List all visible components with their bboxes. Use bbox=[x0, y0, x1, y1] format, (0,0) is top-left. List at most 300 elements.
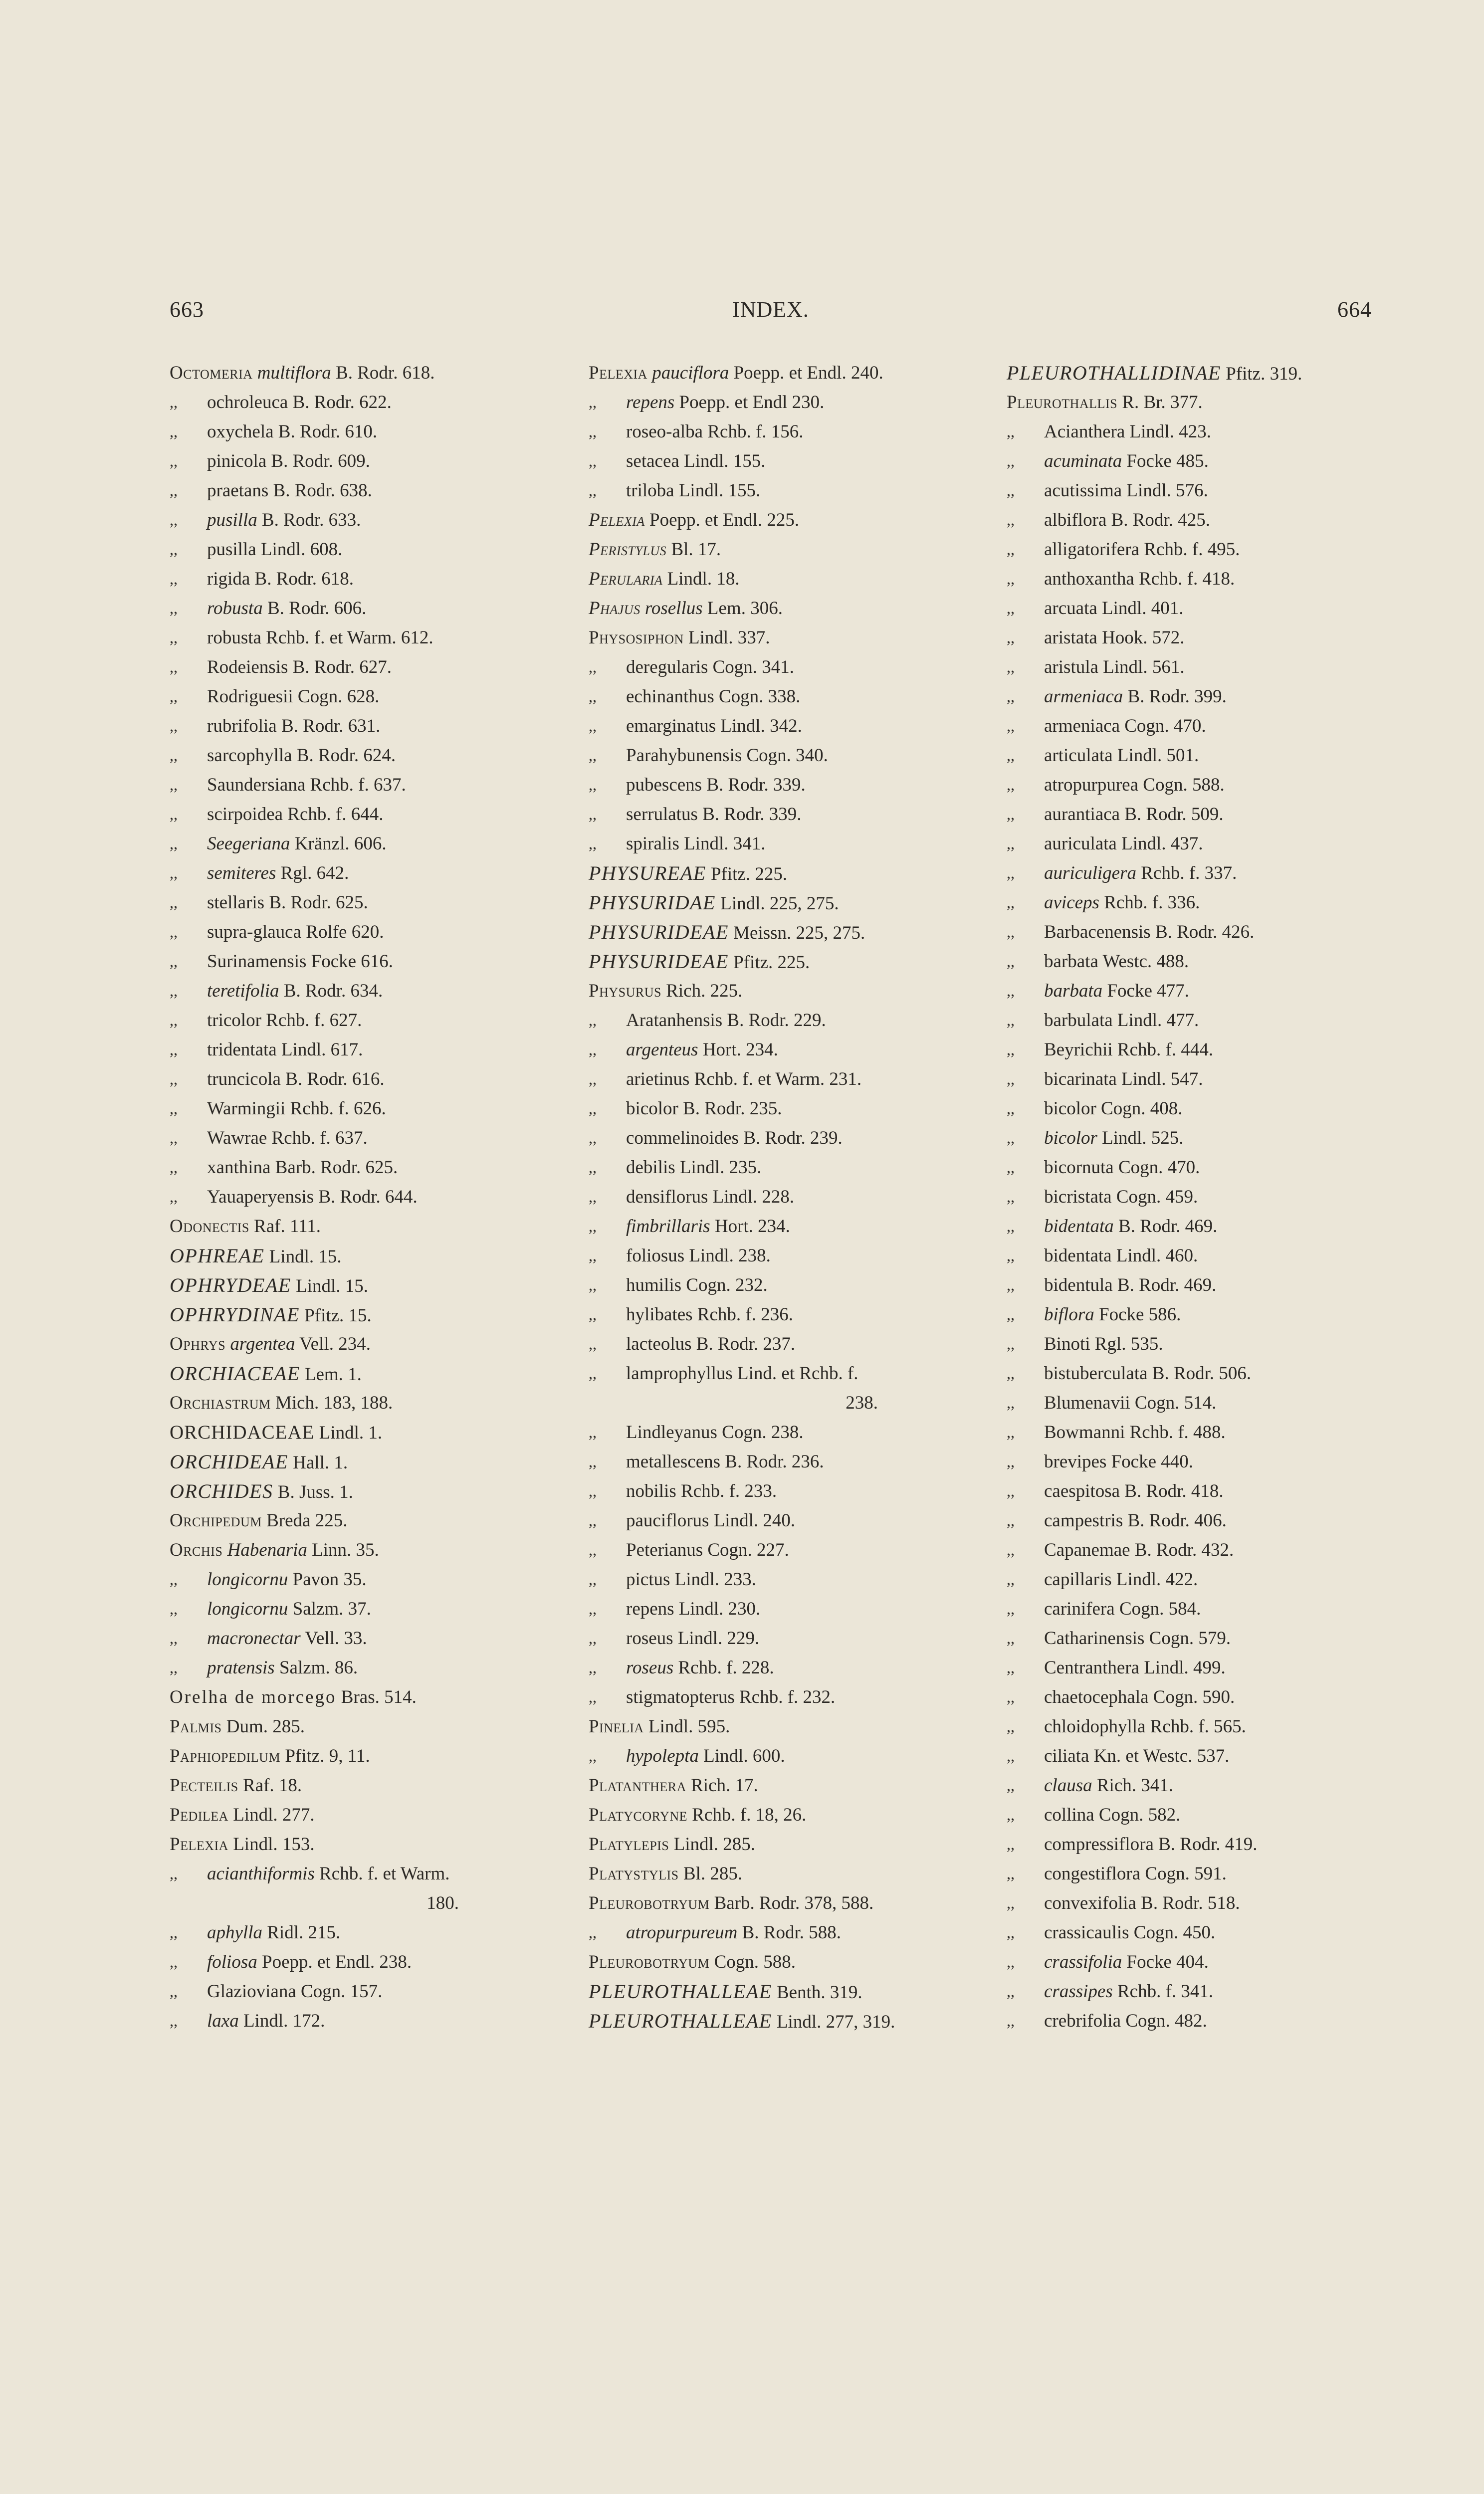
entry-text: praetans B. Rodr. 638. bbox=[207, 480, 372, 501]
index-entry bbox=[170, 1329, 579, 1359]
entry-text: PHYSURIDEAE bbox=[589, 921, 729, 943]
entry-text: Odonectis bbox=[170, 1216, 249, 1237]
ditto-mark: ,, bbox=[170, 570, 178, 588]
entry-text: pratensis bbox=[207, 1658, 275, 1678]
ditto-mark: ,, bbox=[589, 422, 597, 440]
ditto-mark: ,, bbox=[1007, 1629, 1015, 1647]
index-subentry bbox=[170, 476, 579, 505]
index-subentry bbox=[1007, 1447, 1421, 1476]
ditto-mark: ,, bbox=[589, 1364, 597, 1382]
index-entry bbox=[170, 358, 579, 388]
entry-text: Pfitz. 225. bbox=[706, 864, 788, 884]
index-subentry bbox=[170, 1859, 579, 1888]
index-subentry bbox=[1007, 947, 1421, 976]
index-entry bbox=[170, 1741, 579, 1771]
ditto-mark: ,, bbox=[170, 540, 178, 558]
ditto-mark: ,, bbox=[1007, 1070, 1015, 1088]
entry-text: serrulatus B. Rodr. 339. bbox=[626, 804, 802, 825]
entry-text: xanthina Barb. Rodr. 625. bbox=[207, 1157, 398, 1178]
ditto-mark: ,, bbox=[1007, 952, 1015, 970]
ditto-mark: ,, bbox=[170, 864, 178, 882]
ditto-mark: ,, bbox=[170, 1158, 178, 1176]
index-subentry bbox=[589, 682, 998, 711]
ditto-mark: ,, bbox=[1007, 1040, 1015, 1058]
entry-text: rigida B. Rodr. 618. bbox=[207, 569, 354, 589]
ditto-mark: ,, bbox=[1007, 776, 1015, 794]
ditto-mark: ,, bbox=[589, 1747, 597, 1765]
entry-text: Palmis bbox=[170, 1716, 222, 1737]
entry-text: Lindl. 172. bbox=[238, 2011, 325, 2031]
index-subentry bbox=[589, 1506, 998, 1535]
entry-text: teretifolia bbox=[207, 981, 279, 1001]
entry-text: stigmatopterus Rchb. f. 232. bbox=[626, 1687, 836, 1707]
entry-text: capillaris Lindl. 422. bbox=[1044, 1569, 1198, 1590]
entry-text: setacea Lindl. 155. bbox=[626, 451, 766, 471]
entry-text: Rich. 341. bbox=[1092, 1775, 1173, 1796]
entry-text: Orchis bbox=[170, 1540, 223, 1560]
entry-text: Focke 404. bbox=[1122, 1952, 1209, 1972]
entry-text: Habenaria bbox=[222, 1540, 307, 1560]
index-entry bbox=[589, 888, 998, 917]
index-entry bbox=[170, 1830, 579, 1859]
index-subentry bbox=[1007, 1800, 1421, 1830]
entry-text: bistuberculata B. Rodr. 506. bbox=[1044, 1363, 1252, 1384]
index-subentry bbox=[1007, 1270, 1421, 1300]
entry-text: crassipes bbox=[1044, 1981, 1113, 2002]
entry-text: Bowmanni Rchb. f. 488. bbox=[1044, 1422, 1226, 1443]
entry-text: alligatorifera Rchb. f. 495. bbox=[1044, 539, 1240, 560]
index-entry bbox=[170, 1418, 579, 1447]
ditto-mark: ,, bbox=[1007, 1776, 1015, 1794]
entry-text: Kränzl. 606. bbox=[290, 833, 387, 854]
index-entry bbox=[589, 1800, 998, 1830]
index-subentry bbox=[589, 711, 998, 741]
index-subentry bbox=[589, 1682, 998, 1712]
entry-text: Glazioviana Cogn. 157. bbox=[207, 1981, 383, 2002]
ditto-mark: ,, bbox=[1007, 1217, 1015, 1235]
entry-text: roseo-alba Rchb. f. 156. bbox=[626, 421, 804, 442]
index-subentry bbox=[1007, 1212, 1421, 1241]
entry-text: barbulata Lindl. 477. bbox=[1044, 1010, 1199, 1031]
entry-text: nobilis Rchb. f. 233. bbox=[626, 1481, 777, 1501]
entry-text: bicolor B. Rodr. 235. bbox=[626, 1098, 782, 1119]
entry-text: Rchb. f. 341. bbox=[1112, 1981, 1214, 2002]
entry-text: Vell. 33. bbox=[300, 1628, 367, 1649]
entry-text: Pelexia bbox=[589, 363, 647, 383]
entry-text: debilis Lindl. 235. bbox=[626, 1157, 762, 1178]
entry-text: commelinoides B. Rodr. 239. bbox=[626, 1128, 843, 1148]
ditto-mark: ,, bbox=[1007, 1865, 1015, 1882]
entry-text: Platystylis bbox=[589, 1864, 679, 1884]
index-subentry bbox=[1007, 1182, 1421, 1212]
index-entry bbox=[589, 358, 998, 388]
ditto-mark: ,, bbox=[1007, 1011, 1015, 1029]
entry-text: bidentata bbox=[1044, 1216, 1114, 1237]
entry-text: pauciflora bbox=[647, 363, 729, 383]
index-subentry bbox=[170, 682, 579, 711]
entry-text: Meissn. 225, 275. bbox=[728, 923, 865, 943]
index-subentry bbox=[1007, 1947, 1421, 1977]
ditto-mark: ,, bbox=[589, 776, 597, 794]
entry-text: Orchiastrum bbox=[170, 1393, 271, 1413]
ditto-mark: ,, bbox=[170, 599, 178, 617]
index-entry bbox=[170, 1800, 579, 1830]
index-subentry bbox=[589, 1447, 998, 1476]
entry-text: 180. bbox=[426, 1893, 459, 1913]
index-subentry bbox=[1007, 888, 1421, 917]
ditto-mark: ,, bbox=[589, 658, 597, 676]
entry-text: ochroleuca B. Rodr. 622. bbox=[207, 392, 392, 413]
ditto-mark: ,, bbox=[589, 717, 597, 735]
entry-text: Platycoryne bbox=[589, 1805, 687, 1825]
entry-text: Centranthera Lindl. 499. bbox=[1044, 1658, 1226, 1678]
entry-text: OPHRYDINAE bbox=[170, 1303, 300, 1326]
index-subentry bbox=[170, 888, 579, 917]
index-entry bbox=[589, 1859, 998, 1888]
index-entry bbox=[1007, 358, 1421, 388]
entry-text: compressiflora B. Rodr. 419. bbox=[1044, 1834, 1258, 1855]
entry-text: pictus Lindl. 233. bbox=[626, 1569, 757, 1590]
ditto-mark: ,, bbox=[1007, 746, 1015, 764]
entry-text: argentea bbox=[225, 1334, 295, 1354]
index-subentry bbox=[170, 711, 579, 741]
index-subentry bbox=[589, 1153, 998, 1182]
index-subentry bbox=[1007, 1624, 1421, 1653]
entry-text: barbata Westc. 488. bbox=[1044, 951, 1189, 972]
ditto-mark: ,, bbox=[170, 1011, 178, 1029]
entry-text: bicarinata Lindl. 547. bbox=[1044, 1069, 1203, 1089]
entry-text: Rchb. f. 336. bbox=[1099, 892, 1200, 913]
ditto-mark: ,, bbox=[1007, 1806, 1015, 1824]
entry-text: Orchipedum bbox=[170, 1510, 262, 1531]
entry-text: roseus Lindl. 229. bbox=[626, 1628, 760, 1649]
entry-text: Rchb. f. 228. bbox=[673, 1658, 774, 1678]
entry-text: Focke 586. bbox=[1094, 1304, 1181, 1325]
ditto-mark: ,, bbox=[589, 687, 597, 705]
entry-text: Peristylus bbox=[589, 539, 667, 560]
index-subentry bbox=[1007, 564, 1421, 594]
ditto-mark: ,, bbox=[1007, 982, 1015, 1000]
index-column-3 bbox=[1007, 358, 1421, 2036]
ditto-mark: ,, bbox=[170, 1188, 178, 1206]
ditto-mark: ,, bbox=[1007, 1541, 1015, 1559]
entry-text: Pinelia bbox=[589, 1716, 644, 1737]
ditto-mark: ,, bbox=[170, 923, 178, 941]
index-subentry bbox=[1007, 829, 1421, 858]
ditto-mark: ,, bbox=[1007, 1453, 1015, 1470]
ditto-mark: ,, bbox=[589, 1011, 597, 1029]
index-entry bbox=[589, 1830, 998, 1859]
entry-text: Lindl. 277. bbox=[228, 1805, 315, 1825]
ditto-mark: ,, bbox=[1007, 481, 1015, 499]
entry-text: Pfitz. 225. bbox=[728, 952, 810, 973]
entry-text: Perularia bbox=[589, 569, 663, 589]
entry-text: hypolepta bbox=[626, 1746, 699, 1766]
entry-text: Pfitz. 9, 11. bbox=[280, 1746, 370, 1766]
entry-text: Acianthera Lindl. 423. bbox=[1044, 421, 1211, 442]
index-subentry bbox=[1007, 1918, 1421, 1947]
entry-text: Poepp. et Endl 230. bbox=[674, 392, 825, 413]
index-subentry bbox=[589, 1094, 998, 1123]
ditto-mark: ,, bbox=[589, 1276, 597, 1294]
entry-text: scirpoidea Rchb. f. 644. bbox=[207, 804, 384, 825]
ditto-mark: ,, bbox=[170, 481, 178, 499]
entry-text: auriculigera bbox=[1044, 863, 1136, 883]
ditto-mark: ,, bbox=[589, 393, 597, 411]
index-subentry bbox=[589, 1594, 998, 1624]
index-subentry bbox=[1007, 800, 1421, 829]
ditto-mark: ,, bbox=[589, 1423, 597, 1441]
ditto-mark: ,, bbox=[589, 1247, 597, 1264]
entry-text: Mich. 183, 188. bbox=[270, 1393, 393, 1413]
ditto-mark: ,, bbox=[1007, 1659, 1015, 1676]
ditto-mark: ,, bbox=[1007, 1188, 1015, 1206]
entry-text: chaetocephala Cogn. 590. bbox=[1044, 1687, 1235, 1707]
entry-text: laxa bbox=[207, 2011, 239, 2031]
index-subentry bbox=[170, 1123, 579, 1153]
entry-text: supra-glauca Rolfe 620. bbox=[207, 922, 384, 942]
index-subentry bbox=[1007, 1241, 1421, 1270]
ditto-mark: ,, bbox=[1007, 1423, 1015, 1441]
entry-text: truncicola B. Rodr. 616. bbox=[207, 1069, 385, 1089]
index-subentry bbox=[1007, 682, 1421, 711]
index-subentry bbox=[1007, 1859, 1421, 1888]
ditto-mark: ,, bbox=[1007, 1982, 1015, 2000]
entry-text: Lem. 1. bbox=[300, 1364, 362, 1385]
ditto-mark: ,, bbox=[1007, 1570, 1015, 1588]
entry-text: convexifolia B. Rodr. 518. bbox=[1044, 1893, 1240, 1913]
entry-text: pinicola B. Rodr. 609. bbox=[207, 451, 370, 471]
index-subentry bbox=[1007, 1064, 1421, 1094]
ditto-mark: ,, bbox=[589, 1335, 597, 1353]
entry-text: anthoxantha Rchb. f. 418. bbox=[1044, 569, 1235, 589]
ditto-mark: ,, bbox=[170, 1570, 178, 1588]
entry-text: caespitosa B. Rodr. 418. bbox=[1044, 1481, 1224, 1501]
index-subentry bbox=[589, 1300, 998, 1329]
index-subentry bbox=[170, 1918, 579, 1947]
entry-text: Pecteilis bbox=[170, 1775, 238, 1796]
index-subentry bbox=[589, 1182, 998, 1212]
index-entry bbox=[589, 858, 998, 888]
ditto-mark: ,, bbox=[1007, 1158, 1015, 1176]
ditto-mark: ,, bbox=[170, 422, 178, 440]
index-entry bbox=[170, 1771, 579, 1800]
ditto-mark: ,, bbox=[1007, 540, 1015, 558]
entry-text: OPHRYDEAE bbox=[170, 1274, 291, 1296]
ditto-mark: ,, bbox=[170, 452, 178, 470]
index-subentry bbox=[589, 1535, 998, 1565]
entry-text: pubescens B. Rodr. 339. bbox=[626, 775, 806, 795]
index-entry bbox=[170, 1241, 579, 1270]
entry-text: acuminata bbox=[1044, 451, 1122, 471]
entry-text: campestris B. Rodr. 406. bbox=[1044, 1510, 1227, 1531]
index-subentry bbox=[1007, 1388, 1421, 1418]
entry-text: Salzm. 37. bbox=[288, 1599, 371, 1619]
index-subentry bbox=[170, 1565, 579, 1594]
index-subentry bbox=[1007, 1359, 1421, 1388]
ditto-mark: ,, bbox=[170, 393, 178, 411]
ditto-mark: ,, bbox=[1007, 1835, 1015, 1853]
entry-text: biflora bbox=[1044, 1304, 1094, 1325]
ditto-mark: ,, bbox=[170, 511, 178, 529]
entry-text: pusilla Lindl. 608. bbox=[207, 539, 343, 560]
index-subentry bbox=[170, 564, 579, 594]
ditto-mark: ,, bbox=[1007, 1129, 1015, 1147]
entry-text: Barb. Rodr. 378, 588. bbox=[709, 1893, 874, 1913]
entry-text: semiteres bbox=[207, 863, 276, 883]
entry-text: robusta bbox=[207, 598, 263, 619]
index-entry bbox=[589, 1712, 998, 1741]
entry-text: Lindl. 525. bbox=[1097, 1128, 1184, 1148]
ditto-mark: ,, bbox=[589, 834, 597, 852]
index-subentry bbox=[1007, 417, 1421, 446]
entry-text: aristata Hook. 572. bbox=[1044, 627, 1185, 648]
entry-text: Rodriguesii Cogn. 628. bbox=[207, 686, 380, 707]
entry-text: auriculata Lindl. 437. bbox=[1044, 833, 1203, 854]
entry-text: repens Lindl. 230. bbox=[626, 1599, 761, 1619]
entry-text: PLEUROTHALLEAE bbox=[589, 1980, 772, 2003]
entry-text: multiflora bbox=[252, 363, 331, 383]
entry-text: spiralis Lindl. 341. bbox=[626, 833, 766, 854]
ditto-mark: ,, bbox=[1007, 1099, 1015, 1117]
ditto-mark: ,, bbox=[170, 1659, 178, 1676]
index-entry bbox=[589, 917, 998, 947]
index-subentry bbox=[1007, 1535, 1421, 1565]
index-subentry bbox=[589, 1329, 998, 1359]
index-entry bbox=[170, 1506, 579, 1535]
index-subentry bbox=[170, 1035, 579, 1064]
entry-text: aurantiaca B. Rodr. 509. bbox=[1044, 804, 1224, 825]
index-subentry bbox=[589, 1123, 998, 1153]
entry-text: oxychela B. Rodr. 610. bbox=[207, 421, 378, 442]
entry-text: aviceps bbox=[1044, 892, 1099, 913]
entry-text: Lindl. 337. bbox=[683, 627, 770, 648]
entry-text: Bl. 285. bbox=[678, 1864, 743, 1884]
entry-text: clausa bbox=[1044, 1775, 1092, 1796]
entry-text: Pedilea bbox=[170, 1805, 228, 1825]
entry-text: bidentata Lindl. 460. bbox=[1044, 1246, 1198, 1266]
entry-text: foliosus Lindl. 238. bbox=[626, 1246, 771, 1266]
entry-text: rubrifolia B. Rodr. 631. bbox=[207, 716, 381, 736]
entry-text: Pleurobotryum bbox=[589, 1952, 710, 1972]
entry-text: Pleurothallis bbox=[1007, 392, 1118, 413]
entry-text: ORCHIDES bbox=[170, 1480, 273, 1502]
entry-text: Bl. 17. bbox=[666, 539, 721, 560]
entry-text: Lindleyanus Cogn. 238. bbox=[626, 1422, 804, 1443]
ditto-mark: ,, bbox=[589, 746, 597, 764]
entry-text: humilis Cogn. 232. bbox=[626, 1275, 768, 1295]
index-subentry bbox=[170, 1977, 579, 2006]
index-subentry bbox=[1007, 1682, 1421, 1712]
entry-text: PHYSURIDEAE bbox=[589, 950, 729, 973]
entry-text: Dum. 285. bbox=[221, 1716, 305, 1737]
index-entry bbox=[170, 1388, 579, 1418]
entry-text: Pavon 35. bbox=[288, 1569, 367, 1590]
index-subentry bbox=[1007, 1741, 1421, 1771]
entry-text: Lem. 306. bbox=[702, 598, 783, 619]
entry-text: Lindl. 285. bbox=[669, 1834, 756, 1855]
ditto-mark: ,, bbox=[170, 1953, 178, 1971]
index-subentry bbox=[589, 446, 998, 476]
index-subentry bbox=[170, 1182, 579, 1212]
entry-text: lamprophyllus Lind. et Rchb. f. bbox=[626, 1363, 858, 1384]
index-subentry bbox=[589, 1741, 998, 1771]
entry-text: Blumenavii Cogn. 514. bbox=[1044, 1393, 1217, 1413]
entry-text: collina Cogn. 582. bbox=[1044, 1805, 1181, 1825]
ditto-mark: ,, bbox=[1007, 1335, 1015, 1353]
entry-text: Ophrys bbox=[170, 1334, 226, 1354]
ditto-mark: ,, bbox=[589, 1923, 597, 1941]
entry-text: Lindl. 153. bbox=[228, 1834, 315, 1855]
index-subentry bbox=[1007, 476, 1421, 505]
index-column-1 bbox=[170, 358, 579, 2036]
ditto-mark: ,, bbox=[170, 658, 178, 676]
entry-text: Rich. 17. bbox=[686, 1775, 758, 1796]
ditto-mark: ,, bbox=[170, 776, 178, 794]
entry-text: lacteolus B. Rodr. 237. bbox=[626, 1334, 796, 1354]
entry-text: Yauaperyensis B. Rodr. 644. bbox=[207, 1187, 418, 1207]
index-subentry bbox=[1007, 1035, 1421, 1064]
ditto-mark: ,, bbox=[589, 1629, 597, 1647]
entry-text: Seegeriana bbox=[207, 833, 290, 854]
entry-text: bicornuta Cogn. 470. bbox=[1044, 1157, 1200, 1178]
entry-text: Vell. 234. bbox=[295, 1334, 371, 1354]
index-subentry bbox=[170, 1064, 579, 1094]
index-entry bbox=[170, 1212, 579, 1241]
ditto-mark: ,, bbox=[1007, 687, 1015, 705]
ditto-mark: ,, bbox=[589, 1070, 597, 1088]
index-subentry bbox=[170, 917, 579, 947]
entry-text: Benth. 319. bbox=[772, 1982, 862, 2003]
ditto-mark: ,, bbox=[1007, 1953, 1015, 1971]
entry-text: crebrifolia Cogn. 482. bbox=[1044, 2011, 1207, 2031]
entry-text: bidentula B. Rodr. 469. bbox=[1044, 1275, 1217, 1295]
ditto-mark: ,, bbox=[170, 1040, 178, 1058]
entry-text: PLEUROTHALLEAE bbox=[589, 2010, 772, 2032]
ditto-mark: ,, bbox=[1007, 864, 1015, 882]
entry-text: Orelha de morcego bbox=[170, 1687, 337, 1707]
index-subentry bbox=[1007, 594, 1421, 623]
entry-text: Surinamensis Focke 616. bbox=[207, 951, 394, 972]
entry-text: Warmingii Rchb. f. 626. bbox=[207, 1098, 386, 1119]
ditto-mark: ,, bbox=[1007, 1276, 1015, 1294]
entry-text: emarginatus Lindl. 342. bbox=[626, 716, 802, 736]
entry-text: brevipes Focke 440. bbox=[1044, 1452, 1194, 1472]
index-subentry bbox=[170, 505, 579, 535]
index-subentry bbox=[170, 623, 579, 652]
ditto-mark: ,, bbox=[170, 1129, 178, 1147]
entry-text: crassicaulis Cogn. 450. bbox=[1044, 1922, 1216, 1943]
entry-text: Lindl. 1. bbox=[314, 1423, 383, 1443]
ditto-mark: ,, bbox=[1007, 658, 1015, 676]
index-subentry bbox=[589, 1241, 998, 1270]
entry-text: B. Rodr. 618. bbox=[331, 363, 435, 383]
entry-text: pauciflorus Lindl. 240. bbox=[626, 1510, 796, 1531]
entry-text: Poepp. et Endl. 225. bbox=[644, 510, 800, 530]
ditto-mark: ,, bbox=[589, 1158, 597, 1176]
entry-text: hylibates Rchb. f. 236. bbox=[626, 1304, 794, 1325]
entry-text: Rchb. f. 337. bbox=[1136, 863, 1237, 883]
index-subentry bbox=[170, 800, 579, 829]
index-subentry bbox=[589, 1918, 998, 1947]
entry-text: albiflora B. Rodr. 425. bbox=[1044, 510, 1210, 530]
entry-text: Rich. 225. bbox=[661, 981, 743, 1001]
ditto-mark: ,, bbox=[1007, 1688, 1015, 1706]
index-subentry bbox=[589, 829, 998, 858]
entry-text: acutissima Lindl. 576. bbox=[1044, 480, 1208, 501]
entry-text: chloidophylla Rchb. f. 565. bbox=[1044, 1716, 1246, 1737]
index-subentry bbox=[170, 594, 579, 623]
